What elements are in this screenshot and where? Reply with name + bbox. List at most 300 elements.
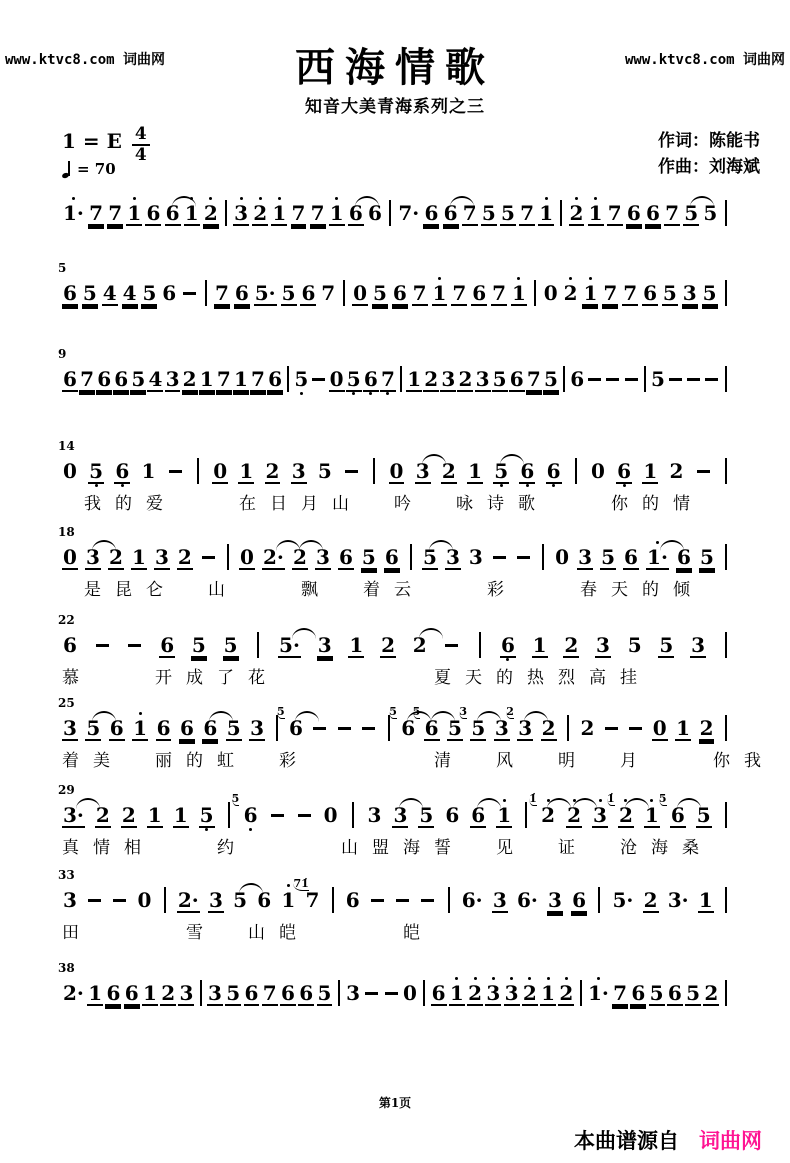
barline: [284, 361, 292, 397]
grace-note: 5: [658, 792, 667, 805]
note: 1: [676, 716, 691, 740]
note: 4: [148, 367, 163, 391]
note: 6: [109, 716, 124, 740]
barline: [370, 453, 378, 489]
note: 3: [315, 545, 330, 569]
note: 7: [613, 981, 628, 1005]
dash-note: [111, 882, 128, 918]
dash-note: [86, 882, 103, 918]
note: 6 5: [288, 710, 304, 746]
barline: [560, 361, 568, 397]
note: 6: [160, 633, 175, 657]
note: 6: [124, 975, 140, 1011]
note: 2: [424, 367, 439, 391]
note: 2: [182, 367, 197, 391]
note: 6: [570, 367, 585, 391]
credits: [658, 129, 760, 180]
dash-note: [269, 797, 286, 833]
note: 0: [591, 459, 605, 483]
barline: [722, 453, 730, 489]
notes-row: [62, 877, 730, 918]
note: 6: [676, 545, 691, 569]
note: 6: [572, 888, 587, 912]
note: 2 1̇: [540, 797, 556, 833]
note: 7: [462, 201, 477, 225]
note: 5: [422, 539, 438, 575]
note: 7: [623, 281, 638, 305]
note: 0: [63, 459, 77, 483]
tempo-marking: [62, 160, 116, 178]
barline: [420, 975, 428, 1011]
note: 6: [299, 981, 314, 1005]
note: 5: [649, 981, 664, 1005]
key-text: 1 = E: [62, 129, 122, 153]
note: 2: [441, 459, 456, 483]
grace-note: 5: [412, 705, 421, 718]
note: 5: [419, 803, 434, 827]
note: 6: [470, 797, 486, 833]
barline: [722, 797, 730, 833]
note: 1·: [646, 539, 669, 575]
system: [58, 868, 752, 944]
note: 1: [582, 275, 598, 311]
note: 1·: [62, 195, 85, 231]
note: 1: [271, 195, 287, 231]
note: 3 2: [517, 710, 533, 746]
note: 3: [179, 981, 194, 1005]
note: 7 71̇: [293, 877, 320, 912]
system: [58, 696, 775, 772]
note: 2·: [262, 539, 285, 575]
dash-note: [167, 453, 184, 489]
note: 3: [63, 716, 77, 740]
system: [58, 613, 752, 689]
note: 1: [147, 803, 162, 827]
barline: [641, 361, 649, 397]
source-site-link[interactable]: 词曲网: [699, 1128, 762, 1153]
note: 6: [445, 803, 460, 827]
note: 3: [346, 981, 361, 1005]
dash-note: [491, 539, 508, 575]
note: 5·: [278, 627, 301, 663]
note: 6: [114, 367, 129, 391]
barline: [722, 195, 730, 231]
note: 1: [239, 459, 254, 483]
note: 6 5: [243, 797, 259, 833]
barline: [722, 275, 730, 311]
note: 3: [468, 545, 483, 569]
note: 6: [626, 201, 641, 225]
note: 4: [122, 281, 137, 305]
quarter-note-icon: [62, 160, 72, 178]
note: 2: [412, 627, 428, 663]
time-signature-numerator: 4: [132, 126, 150, 146]
note: 3: [85, 539, 101, 575]
note: 6: [646, 201, 660, 225]
note: 6: [202, 710, 218, 746]
barline: [595, 882, 603, 918]
note: 1: [349, 633, 364, 657]
note: 6·: [516, 888, 538, 912]
note: 2: [643, 888, 658, 912]
note: 1: [132, 710, 148, 746]
note: 5: [500, 201, 515, 225]
note: 7: [108, 201, 123, 225]
note: 2: [121, 803, 136, 827]
note: 6: [63, 633, 77, 657]
note: 5: [361, 545, 376, 569]
note: 3: [592, 797, 608, 833]
key-signature: [62, 124, 150, 165]
note: 3: [578, 545, 592, 569]
note: 1: [588, 195, 604, 231]
barline: [407, 539, 415, 575]
note: 1·: [587, 975, 610, 1011]
note: 5: [88, 453, 104, 489]
barline: [476, 627, 484, 663]
note: 2: [177, 545, 192, 569]
note: 1: [280, 882, 296, 918]
note: 3·: [62, 797, 85, 833]
barline: [197, 975, 205, 1011]
note: 7: [607, 201, 622, 225]
note: 5: [317, 459, 332, 483]
lyrics-line: 慕 开成了花 夏天的热烈高挂: [62, 668, 651, 688]
note: 6 5: [400, 710, 416, 746]
note: 1: [644, 797, 660, 833]
note: 3: [445, 545, 460, 569]
dash-note: [336, 710, 353, 746]
barline: [386, 195, 394, 231]
system: [58, 261, 752, 311]
note: 2: [699, 716, 714, 740]
note: 5: [82, 281, 97, 305]
barline: [397, 361, 405, 397]
note: 6: [234, 281, 249, 305]
note: 7: [89, 201, 104, 225]
note: 6: [146, 201, 161, 225]
note: 6: [392, 281, 407, 305]
note: 3: [208, 888, 223, 912]
note: 3: [208, 981, 222, 1005]
dash-note: [383, 975, 400, 1011]
note: 5: [142, 281, 157, 305]
barline: [572, 453, 580, 489]
note: 2: [580, 716, 595, 740]
measure-number: 9: [58, 347, 67, 361]
note: 5: [85, 710, 101, 746]
note: 6 5: [670, 797, 686, 833]
note: 1: [173, 803, 188, 827]
lyrics-line: 着美 丽的虹 彩 清 风 明 月 你我: [62, 751, 775, 771]
note: 5: [226, 716, 241, 740]
note: 1: [538, 195, 554, 231]
note: 3: [548, 888, 562, 912]
note: 2: [569, 195, 585, 231]
note: 2: [108, 545, 123, 569]
note: 3: [317, 633, 332, 657]
note: 5: [627, 633, 642, 657]
note: 5: [293, 361, 309, 397]
system: [58, 347, 752, 397]
barline: [161, 882, 169, 918]
note: 5·: [612, 888, 634, 912]
note: 1: [496, 797, 512, 833]
notes-row: [62, 275, 730, 311]
dash-note: [296, 797, 313, 833]
barline: [722, 882, 730, 918]
notes-row: [62, 975, 730, 1011]
note: 5: [448, 716, 462, 740]
note: 7: [520, 201, 535, 225]
note: 6: [257, 888, 272, 912]
note: 1: [540, 975, 556, 1011]
note: 2: [95, 803, 110, 827]
note: 5 3: [470, 710, 486, 746]
notes-row: [62, 705, 730, 746]
watermark-left: www.ktvc8.com 词曲网: [5, 52, 166, 68]
barline: [722, 361, 730, 397]
note: 5: [281, 281, 296, 305]
time-signature: [132, 126, 150, 164]
notes-row: [62, 539, 730, 575]
note: 6: [156, 716, 171, 740]
note: 0: [543, 281, 558, 305]
note: 2: [265, 459, 280, 483]
note: 2: [458, 367, 473, 391]
grace-note: 3: [459, 705, 468, 718]
note: 5: [493, 453, 509, 489]
note: 6: [424, 201, 439, 225]
barline: [224, 539, 232, 575]
dash-note: [343, 453, 360, 489]
barline: [722, 627, 730, 663]
note: 2: [704, 981, 719, 1005]
note: 3: [250, 716, 265, 740]
system: [58, 525, 752, 601]
note: 0: [240, 545, 254, 569]
note: 1: [184, 195, 200, 231]
dash-note: [604, 361, 621, 397]
measure-number: 29: [58, 783, 75, 797]
note: 1: [468, 459, 482, 483]
note: 2: [203, 195, 219, 231]
note: 7: [380, 361, 396, 397]
note: 1: [199, 367, 214, 391]
system: [58, 961, 752, 1011]
note: 6: [431, 981, 446, 1005]
note: 6: [631, 981, 646, 1005]
note: 5: [372, 281, 387, 305]
grace-note: 1̇: [606, 792, 615, 805]
barline: [531, 275, 539, 311]
note: 6: [301, 281, 316, 305]
note: 6: [509, 367, 524, 391]
dash-note: [703, 361, 720, 397]
dash-note: [667, 361, 684, 397]
note: 1: [233, 367, 248, 391]
note: 2: [522, 975, 538, 1011]
notes-row: [62, 792, 730, 833]
time-signature-denominator: 4: [134, 145, 147, 165]
note: 5: [199, 797, 215, 833]
note: 5: [683, 195, 699, 231]
tempo-value: = 70: [77, 160, 116, 178]
note: 7: [291, 201, 306, 225]
note: 6: [616, 453, 632, 489]
note: 5: [226, 981, 241, 1005]
dash-note: [181, 275, 198, 311]
note: 6: [643, 281, 657, 305]
note: 3: [63, 888, 77, 912]
note: 1: [88, 981, 103, 1005]
note: 6: [162, 281, 177, 305]
note: 6: [63, 281, 77, 305]
dash-note: [443, 627, 460, 663]
dash-note: [369, 882, 386, 918]
note: 1: [698, 888, 713, 912]
note: 2: [292, 539, 308, 575]
grace-note: 5: [276, 705, 285, 718]
measure-number: 14: [58, 439, 75, 453]
note: 2: [161, 981, 176, 1005]
source-attribution: [574, 1125, 762, 1155]
meta-row: [0, 124, 790, 189]
note: 1: [142, 981, 157, 1005]
note: 3: [154, 545, 169, 569]
song-subtitle: 知音大美青海系列之三: [305, 97, 485, 117]
page-number: 第1页: [378, 1096, 412, 1110]
note: 1: [511, 275, 527, 311]
note: 1: [407, 367, 422, 391]
note: 3: [475, 367, 490, 391]
note: 3: [494, 716, 509, 740]
note: 7: [216, 361, 232, 397]
note: 5: [686, 981, 701, 1005]
barline: [254, 627, 262, 663]
note: 6: [500, 627, 516, 663]
note: 6: [244, 981, 259, 1005]
song-title: 西海情歌: [295, 44, 495, 91]
note: 3: [691, 633, 706, 657]
note: 3: [682, 281, 697, 305]
barline: [329, 882, 337, 918]
note: 3: [415, 453, 431, 489]
dash-note: [200, 539, 217, 575]
note: 6: [384, 545, 399, 569]
note: 6: [368, 201, 382, 225]
note: 6: [267, 361, 283, 397]
slur-arc: [419, 628, 443, 639]
note: 2: [563, 275, 579, 311]
barline: [564, 710, 572, 746]
barline: [577, 975, 585, 1011]
dash-note: [311, 710, 328, 746]
note: 0: [555, 545, 570, 569]
note: 0: [213, 459, 228, 483]
note: 0: [137, 888, 152, 912]
barline: [445, 882, 453, 918]
note: 3: [504, 975, 520, 1011]
note: 5·: [254, 281, 276, 305]
note: 6: [165, 195, 181, 231]
note: 6: [472, 281, 487, 305]
notes-row: [62, 627, 730, 663]
note: 7: [215, 281, 229, 305]
note: 7: [250, 361, 266, 397]
note: 3: [367, 803, 382, 827]
note: 7: [603, 281, 618, 305]
note: 5: [699, 545, 714, 569]
note: 4: [102, 281, 117, 305]
note: 6: [114, 453, 130, 489]
measure-number: 38: [58, 961, 75, 975]
note: 5: [543, 367, 558, 391]
barline: [194, 453, 202, 489]
note: 0: [63, 545, 77, 569]
note: 5: [317, 981, 332, 1005]
dash-note: [695, 453, 712, 489]
note: 3: [492, 888, 507, 912]
notes-row: [62, 453, 730, 489]
note: 3: [392, 797, 408, 833]
note: 1: [329, 195, 345, 231]
note: 2: [669, 459, 684, 483]
note: 7: [321, 281, 336, 305]
note: 6: [546, 453, 562, 489]
note: 6: [345, 888, 360, 912]
system: [62, 195, 752, 231]
composer-credit: 作曲：刘海斌: [658, 156, 760, 177]
note: 6: [624, 545, 638, 569]
note: 2: [381, 633, 395, 657]
source-prefix: 本曲谱源自: [574, 1128, 679, 1153]
note: 0: [329, 367, 344, 391]
note: 6: [519, 453, 535, 489]
lyricist-credit: 作词：陈能书: [658, 131, 760, 151]
note: 6: [63, 367, 77, 391]
note: 3: [165, 367, 180, 391]
grace-note: 2: [506, 705, 514, 718]
note: 1: [141, 459, 156, 483]
dash-note: [586, 361, 603, 397]
note: 1: [449, 975, 465, 1011]
barline: [722, 539, 730, 575]
grace-note: 5: [389, 705, 397, 718]
note: 5: [223, 633, 238, 657]
note: 2: [252, 195, 268, 231]
barline: [557, 195, 565, 231]
note: 5: [601, 545, 615, 569]
note: 1: [532, 633, 547, 657]
dash-note: [623, 361, 640, 397]
dash-note: [126, 627, 143, 663]
barline: [349, 797, 357, 833]
notes-row: [62, 195, 730, 231]
note: 6: [338, 545, 353, 569]
note: 5: [232, 882, 248, 918]
note: 1: [126, 195, 142, 231]
note: 2: [564, 633, 579, 657]
measure-number: 33: [58, 868, 75, 882]
note: 6: [348, 195, 364, 231]
note: 7: [412, 281, 427, 305]
note: 6: [179, 716, 194, 740]
grace-note: 5: [231, 792, 240, 805]
note: 6: [105, 975, 121, 1011]
note: 5: [702, 281, 717, 305]
note: 5: [662, 281, 677, 305]
